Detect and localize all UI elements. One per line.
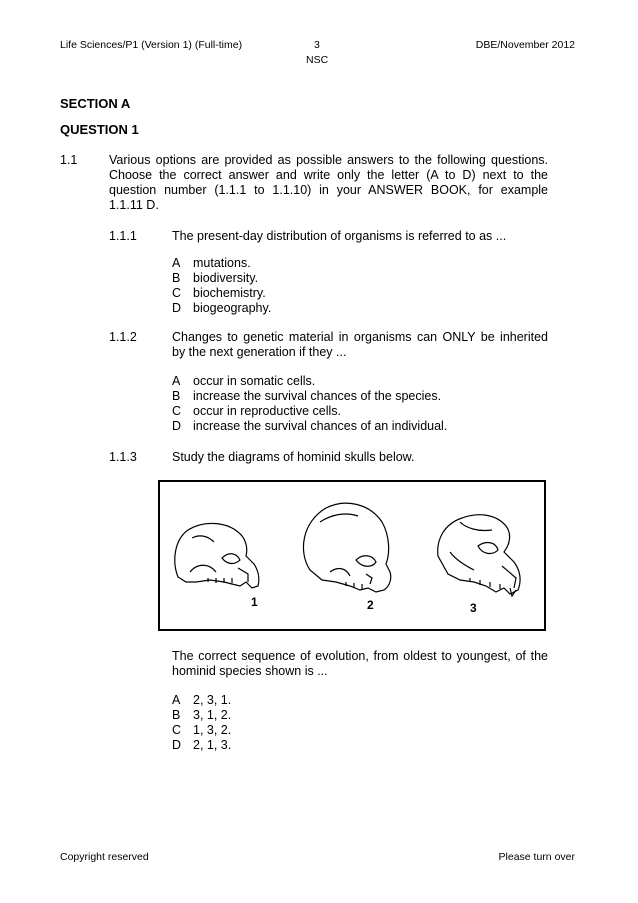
option-letter: C xyxy=(172,723,182,737)
q1-1-3-number: 1.1.3 xyxy=(109,450,137,464)
q1-1-2-stem-line-1: Changes to genetic material in organisms can ONLY be inherited xyxy=(172,330,548,344)
skulls-drawing xyxy=(160,482,544,629)
footer-left: Copyright reserved xyxy=(60,851,149,863)
option-letter: B xyxy=(172,708,181,722)
option-text: mutations. xyxy=(193,256,251,270)
header-right: DBE/November 2012 xyxy=(475,39,575,51)
hominid-skulls-figure xyxy=(158,480,546,631)
q1-1-3-stem: Study the diagrams of hominid skulls below. xyxy=(172,450,415,464)
option-letter: B xyxy=(172,389,181,403)
q1-1-3-follow-line-1: The correct sequence of evolution, from oldest to youngest, of the xyxy=(172,649,548,663)
option-text: 2, 1, 3. xyxy=(193,738,232,752)
option-text: biogeography. xyxy=(193,301,272,315)
q1-1-instruction-line-4: 1.1.11 D. xyxy=(109,198,159,212)
option-text: increase the survival chances of an individual. xyxy=(193,419,448,433)
q1-1-2-stem-line-2: by the next generation if they ... xyxy=(172,345,347,359)
header-left: Life Sciences/P1 (Version 1) (Full-time) xyxy=(60,39,243,51)
section-title: SECTION A xyxy=(60,96,131,111)
skull-label-1: 1 xyxy=(251,595,258,609)
q1-1-3-follow-line-2: hominid species shown is ... xyxy=(172,664,328,678)
skull-1-drawing xyxy=(175,523,259,588)
q1-1-2-number: 1.1.2 xyxy=(109,330,137,344)
option-letter: D xyxy=(172,738,182,752)
option-letter: C xyxy=(172,404,182,418)
option-text: increase the survival chances of the species. xyxy=(193,389,442,403)
option-text: biodiversity. xyxy=(193,271,259,285)
option-letter: A xyxy=(172,256,181,270)
option-text: 3, 1, 2. xyxy=(193,708,232,722)
page-number: 3 xyxy=(314,39,320,51)
skull-label-2: 2 xyxy=(367,598,374,612)
q1-1-instruction-line-2: Choose the correct answer and write only the letter (A to D) next to the xyxy=(109,168,548,182)
q1-1-instruction-line-3: question number (1.1.1 to 1.1.10) in your ANSWER BOOK, for example xyxy=(109,183,548,197)
option-letter: A xyxy=(172,693,181,707)
q1-1-instruction-line-1: Various options are provided as possible answers to the following questions. xyxy=(109,153,548,167)
option-letter: D xyxy=(172,419,182,433)
option-text: 1, 3, 2. xyxy=(193,723,232,737)
q1-1-number: 1.1 xyxy=(60,153,78,167)
skull-2-drawing xyxy=(303,503,390,592)
footer-right: Please turn over xyxy=(498,851,575,863)
option-letter: B xyxy=(172,271,181,285)
question-title: QUESTION 1 xyxy=(60,122,139,137)
option-letter: D xyxy=(172,301,182,315)
skull-3-drawing xyxy=(438,515,520,596)
option-letter: A xyxy=(172,374,181,388)
option-letter: C xyxy=(172,286,182,300)
option-text: occur in somatic cells. xyxy=(193,374,316,388)
skull-label-3: 3 xyxy=(470,601,477,615)
q1-1-1-number: 1.1.1 xyxy=(109,229,137,243)
option-text: occur in reproductive cells. xyxy=(193,404,341,418)
option-text: biochemistry. xyxy=(193,286,266,300)
q1-1-1-stem: The present-day distribution of organisms is referred to as ... xyxy=(172,229,507,243)
header-nsc: NSC xyxy=(306,54,329,66)
option-text: 2, 3, 1. xyxy=(193,693,232,707)
